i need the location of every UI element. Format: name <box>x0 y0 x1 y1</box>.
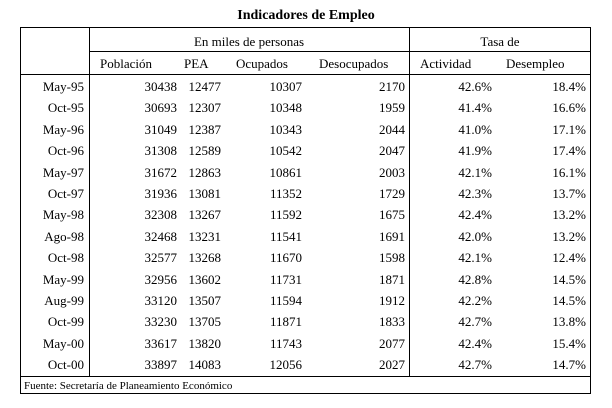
cell-poblacion: 31672 <box>144 164 177 180</box>
cell-period: Oct-95 <box>47 100 84 116</box>
cell-desempleo: 14.5% <box>552 271 586 287</box>
cell-desempleo: 14.5% <box>552 293 586 308</box>
cell-desocupados: 2027 <box>379 357 405 373</box>
cell-actividad: 42.1% <box>458 164 492 180</box>
cell-desempleo: 17.1% <box>552 121 586 137</box>
cell-pea: 12863 <box>188 164 221 180</box>
col-header-desocupados: Desocupados <box>319 56 389 71</box>
cell-actividad: 41.0% <box>458 121 492 137</box>
cell-actividad: 42.0% <box>458 228 492 244</box>
cell-ocupados: 10861 <box>269 164 302 180</box>
col-header-actividad: Actividad <box>420 56 472 71</box>
cell-period: Oct-96 <box>47 143 84 159</box>
cell-ocupados: 11352 <box>269 186 302 201</box>
cell-actividad: 42.7% <box>458 314 492 330</box>
cell-desocupados: 2077 <box>379 335 405 351</box>
cell-desempleo: 18.4% <box>552 79 586 94</box>
cell-pea: 13705 <box>188 314 221 330</box>
cell-period: Oct-97 <box>47 186 84 201</box>
cell-poblacion: 33230 <box>144 314 177 330</box>
cell-poblacion: 31936 <box>144 186 177 201</box>
cell-ocupados: 10307 <box>269 79 302 94</box>
cell-desocupados: 1598 <box>379 250 405 266</box>
cell-poblacion: 30693 <box>144 100 177 116</box>
cell-pea: 13507 <box>188 293 221 308</box>
cell-period: Oct-98 <box>47 250 84 266</box>
cell-pea: 14083 <box>188 357 221 373</box>
cell-poblacion: 32468 <box>144 228 177 244</box>
cell-desocupados: 2044 <box>379 121 405 137</box>
cell-period: May-97 <box>42 164 84 180</box>
cell-actividad: 41.9% <box>458 143 492 159</box>
cell-actividad: 42.4% <box>458 335 492 351</box>
cell-pea: 13267 <box>188 207 221 223</box>
cell-desempleo: 12.4% <box>552 250 586 266</box>
cell-ocupados: 11541 <box>269 228 302 244</box>
rates-column-divider <box>409 27 410 376</box>
cell-desempleo: 17.4% <box>552 143 586 159</box>
cell-actividad: 42.7% <box>458 357 492 373</box>
cell-actividad: 42.3% <box>458 186 492 201</box>
cell-pea: 13268 <box>188 250 221 266</box>
cell-period: May-96 <box>42 121 84 137</box>
cell-pea: 12477 <box>188 79 221 94</box>
cell-ocupados: 11731 <box>269 271 302 287</box>
cell-actividad: 41.4% <box>458 100 492 116</box>
cell-poblacion: 32577 <box>144 250 177 266</box>
cell-period: May-95 <box>42 79 84 94</box>
source-footnote: Fuente: Secretaría de Planeamiento Económico <box>24 380 233 392</box>
cell-ocupados: 12056 <box>269 357 302 373</box>
cell-actividad: 42.8% <box>458 271 492 287</box>
cell-actividad: 42.1% <box>458 250 492 266</box>
col-header-poblacion: Población <box>100 56 152 71</box>
cell-poblacion: 30438 <box>144 79 177 94</box>
cell-poblacion: 33897 <box>144 357 177 373</box>
cell-poblacion: 32308 <box>144 207 177 223</box>
table-title: Indicadores de Empleo <box>237 8 375 23</box>
cell-desocupados: 1691 <box>379 228 405 244</box>
cell-desempleo: 14.7% <box>552 357 586 373</box>
col-header-desempleo: Desempleo <box>506 56 565 71</box>
cell-desempleo: 15.4% <box>552 335 586 351</box>
cell-desocupados: 1959 <box>379 100 405 116</box>
cell-ocupados: 10343 <box>269 121 302 137</box>
cell-pea: 13231 <box>188 228 221 244</box>
cell-pea: 13602 <box>188 271 221 287</box>
cell-desocupados: 2003 <box>379 164 405 180</box>
cell-desocupados: 2170 <box>379 79 405 94</box>
cell-actividad: 42.4% <box>458 207 492 223</box>
cell-ocupados: 11871 <box>269 314 302 330</box>
cell-desempleo: 16.6% <box>552 100 586 116</box>
cell-period: May-99 <box>42 271 84 287</box>
col-header-ocupados: Ocupados <box>236 56 288 71</box>
cell-poblacion: 32956 <box>144 271 177 287</box>
footer-rule <box>20 376 591 377</box>
cell-pea: 12307 <box>188 100 221 116</box>
col-header-pea: PEA <box>184 56 209 71</box>
cell-desempleo: 13.2% <box>552 228 586 244</box>
cell-period: Aug-99 <box>44 293 84 308</box>
cell-ocupados: 11670 <box>269 250 302 266</box>
cell-desempleo: 16.1% <box>552 164 586 180</box>
cell-poblacion: 31049 <box>144 121 177 137</box>
cell-period: Ago-98 <box>44 228 84 244</box>
cell-desempleo: 13.8% <box>552 314 586 330</box>
cell-poblacion: 33617 <box>144 335 177 351</box>
cell-period: May-00 <box>42 335 84 351</box>
cell-ocupados: 11592 <box>269 207 302 223</box>
cell-ocupados: 11743 <box>269 335 302 351</box>
cell-desocupados: 1833 <box>379 314 405 330</box>
cell-ocupados: 10542 <box>269 143 302 159</box>
cell-ocupados: 10348 <box>269 100 302 116</box>
cell-pea: 13081 <box>188 186 221 201</box>
cell-desocupados: 1729 <box>379 186 405 201</box>
group-header-persons: En miles de personas <box>193 34 305 49</box>
cell-pea: 13820 <box>188 335 221 351</box>
group-header-rule <box>89 51 591 52</box>
cell-desocupados: 1675 <box>379 207 405 223</box>
cell-period: Oct-00 <box>47 357 84 373</box>
group-header-rates: Tasa de <box>480 34 520 49</box>
cell-actividad: 42.6% <box>458 79 492 94</box>
cell-pea: 12387 <box>188 121 221 137</box>
cell-period: Oct-99 <box>47 314 84 330</box>
cell-desocupados: 1871 <box>379 271 405 287</box>
cell-desocupados: 1912 <box>379 293 405 308</box>
cell-desempleo: 13.2% <box>552 207 586 223</box>
cell-period: May-98 <box>42 207 84 223</box>
cell-actividad: 42.2% <box>458 293 492 308</box>
period-column-divider <box>89 27 90 376</box>
column-header-rule <box>20 74 591 75</box>
cell-ocupados: 11594 <box>269 293 302 308</box>
cell-desempleo: 13.7% <box>552 186 586 201</box>
cell-poblacion: 33120 <box>144 293 177 308</box>
cell-desocupados: 2047 <box>379 143 405 159</box>
cell-poblacion: 31308 <box>144 143 177 159</box>
cell-pea: 12589 <box>188 143 221 159</box>
